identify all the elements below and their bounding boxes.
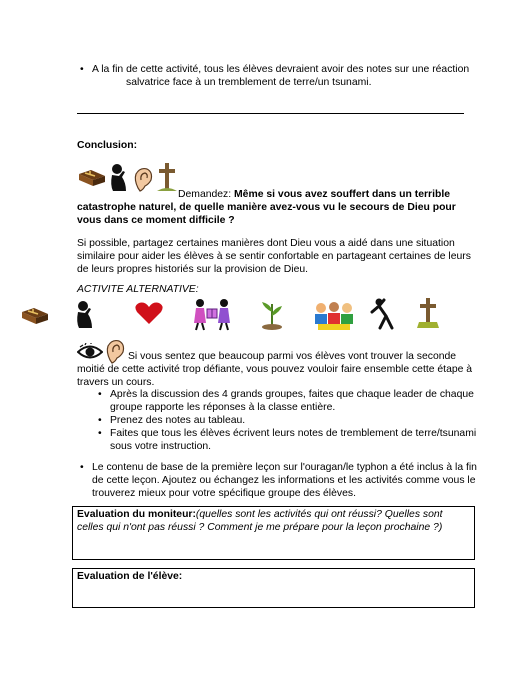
top-bullet-line1: • A la fin de cette activité, tous les élèves devraient avoir des notes sur une réaction [92,63,512,76]
list-item: • Faites que tous les élèves écrivent leurs notes de tremblement de terre/tsunami sous votre instruction. [110,427,510,453]
student-eval-label: Evaluation de l'élève: [77,571,183,582]
top-bullet-line2: salvatrice face à un tremblement de terre/un tsunami. [126,77,372,88]
stretching-person-icon [370,298,396,330]
monitor-eval-question-2: celles qui n'ont pas réussi ? Comment je me prépare pour la leçon prochaine ?) [77,522,443,533]
ask-line1: Même si vous avez souffert dans un terrible [234,189,450,200]
alternative-heading: ACTIVITE ALTERNATIVE: [77,284,199,295]
monitor-eval-question-1: (quelles sont les activités qui ont réussi? Quelles sont [195,509,443,520]
ask-line3: vous dans ce moment difficile ? [77,215,235,226]
monitor-eval-label: Evaluation du moniteur: [77,509,196,520]
para-line2: similaire pour aider les élèves à se sentir confortable en partageant certaines de leurs [77,251,471,262]
monitor-evaluation-box [72,506,475,560]
bible-icon [20,304,50,330]
student-evaluation-box [72,568,475,608]
note-line1: • Le contenu de base de la première leçon sur l'ouragan/le typhon a été inclus à la fin [92,461,512,474]
group-of-people-icon [314,300,354,332]
ask-line2: catastrophe naturel, de quelle manière avez-vous vu le secours de Dieu pour [77,202,456,213]
heart-icon [134,300,164,326]
plant-sprout-icon [260,298,284,330]
conclusion-heading: Conclusion: [77,140,138,151]
note-line3: trouverez mieux pour votre spécifique groupe des élèves. [92,488,356,499]
list-item: • Prenez des notes au tableau. [110,414,510,427]
list-item: • Après la discussion des 4 grands groupes, faites que chaque leader de chaque groupe rapporte les réponses à la classe entière. [110,388,510,414]
cross-icon [416,296,440,330]
horizontal-divider [77,113,464,114]
para-line3: de leurs propres historiés sur la provision de Dieu. [77,264,309,275]
ask-prefix: Demandez: [178,189,235,200]
alternative-intro [77,350,517,389]
note-line2: de cette leçon. Ajoutez ou échangez les informations et les activités comme vous le [92,475,476,486]
intro-line2: moitié de cette activité trop défiante, vous pouvez vouloir faire ensemble cette étape à [77,364,473,375]
top-bullet [92,63,512,89]
intro-line3: travers un cours. [77,377,155,388]
conclusion-ask [77,188,512,227]
sharing-gift-icon [192,297,232,331]
alternative-sub-bullets [110,388,510,453]
intro-line1: Si vous sentez que beaucoup parmi vos élèves vont trouver la seconde [128,351,457,362]
note-bullet [92,461,512,500]
praying-person-icon [74,300,96,330]
para-line1: Si possible, partagez certaines manières dont Dieu vous a aidé dans une situation [77,238,455,249]
conclusion-paragraph [77,237,512,276]
